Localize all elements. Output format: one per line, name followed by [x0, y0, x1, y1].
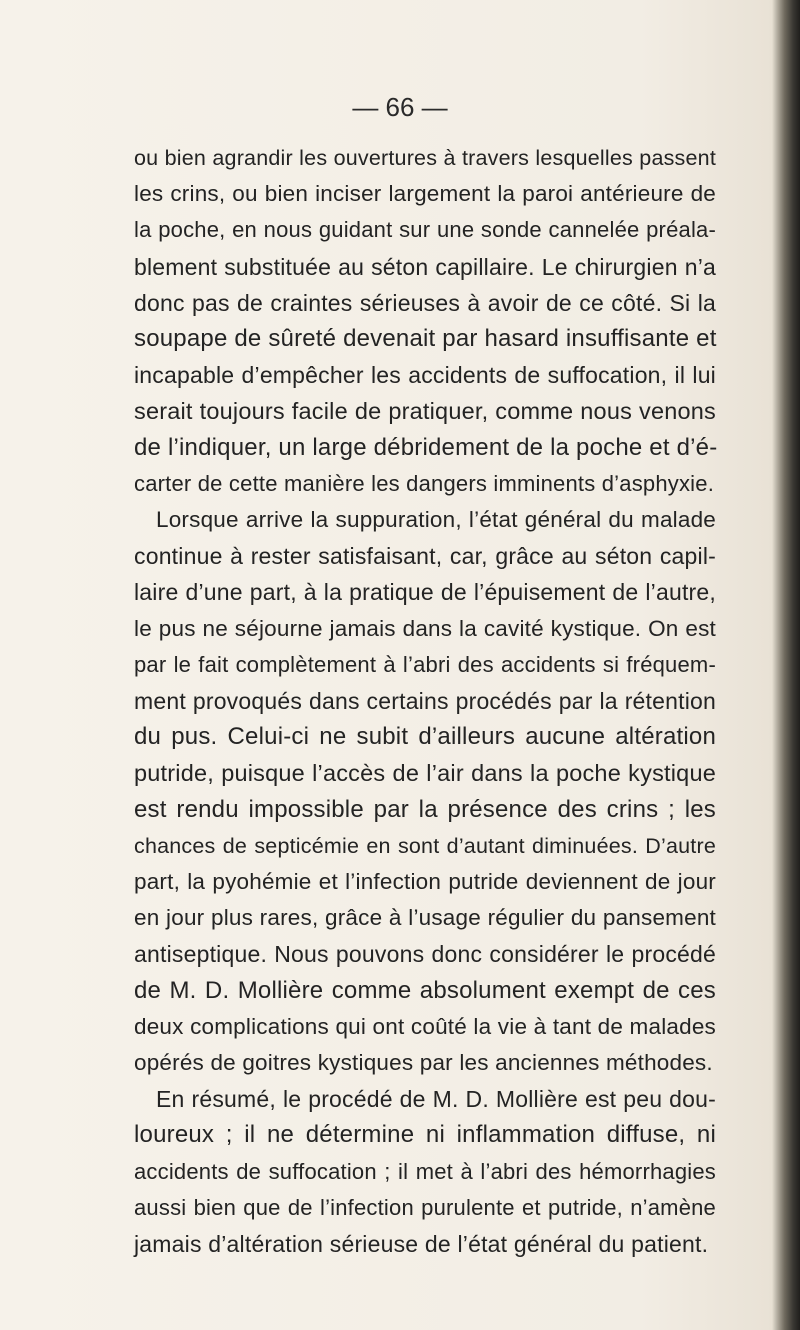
text-line: blement substituée au séton capillaire. Le chirurgien n’a — [134, 253, 716, 280]
text-line: incapable d’empêcher les accidents de suffocation, il lui — [134, 362, 716, 389]
text-line: les crins, ou bien inciser largement la paroi antérieure de — [134, 181, 716, 207]
text-line: putride, puisque l’accès de l’air dans la poche kystique — [134, 760, 716, 787]
text-line: ou bien agrandir les ouvertures à travers lesquelles passent — [134, 146, 716, 170]
text-line: continue à rester satisfaisant, car, grâce au séton capil- — [134, 543, 716, 570]
text-line: part, la pyohémie et l’infection putride deviennent de jour — [134, 869, 716, 895]
text-line: par le fait complètement à l’abri des accidents si fréquem- — [134, 651, 716, 677]
text-line: jamais d’altération sérieuse de l’état général du patient. — [134, 1231, 709, 1258]
text-line: est rendu impossible par la présence des crins ; les — [134, 795, 716, 823]
paragraph-start-line: En résumé, le procédé de M. D. Mollière est peu dou- — [156, 1086, 716, 1113]
text-line: antiseptique. Nous pouvons donc considérer le procédé — [134, 941, 716, 968]
text-line: accidents de suffocation ; il met à l’abri des hémorrhagies — [134, 1158, 716, 1184]
text-line: de l’indiquer, un large débridement de la poche et d’é- — [134, 433, 718, 461]
text-line: de M. D. Mollière comme absolument exempt de ces — [134, 976, 716, 1004]
text-line: donc pas de craintes sérieuses à avoir de ce côté. Si la — [134, 289, 716, 316]
text-line: la poche, en nous guidant sur une sonde cannelée préala- — [134, 217, 716, 243]
body-text — [134, 140, 716, 1262]
text-line: serait toujours facile de pratiquer, comme nous venons — [134, 398, 716, 425]
text-line: soupape de sûreté devenait par hasard insuffisante et — [134, 325, 717, 353]
text-line: opérés de goitres kystiques par les anciennes méthodes. — [134, 1050, 713, 1076]
page-number: — 66 — — [352, 92, 448, 122]
text-line: chances de septicémie en sont d’autant diminuées. D’autre — [134, 833, 716, 858]
text-line: aussi bien que de l’infection purulente et putride, n’amène — [134, 1194, 716, 1220]
text-line: du pus. Celui-ci ne subit d’ailleurs aucune altération — [134, 723, 716, 751]
text-line: en jour plus rares, grâce à l’usage régulier du pansement — [134, 905, 716, 931]
text-line: carter de cette manière les dangers imminents d’asphyxie. — [134, 470, 715, 496]
text-line: le pus ne séjourne jamais dans la cavité kystique. On est — [134, 615, 716, 641]
text-line: deux complications qui ont coûté la vie à tant de malades — [134, 1013, 716, 1039]
text-line: ment provoqués dans certains procédés par la rétention — [134, 688, 716, 715]
paragraph-start-line: Lorsque arrive la suppuration, l’état général du malade — [156, 507, 716, 533]
text-line: loureux ; il ne détermine ni inflammation diffuse, ni — [134, 1121, 716, 1149]
text-line: laire d’une part, à la pratique de l’épuisement de l’autre, — [134, 579, 716, 606]
page-edge-shadow — [772, 0, 800, 1330]
